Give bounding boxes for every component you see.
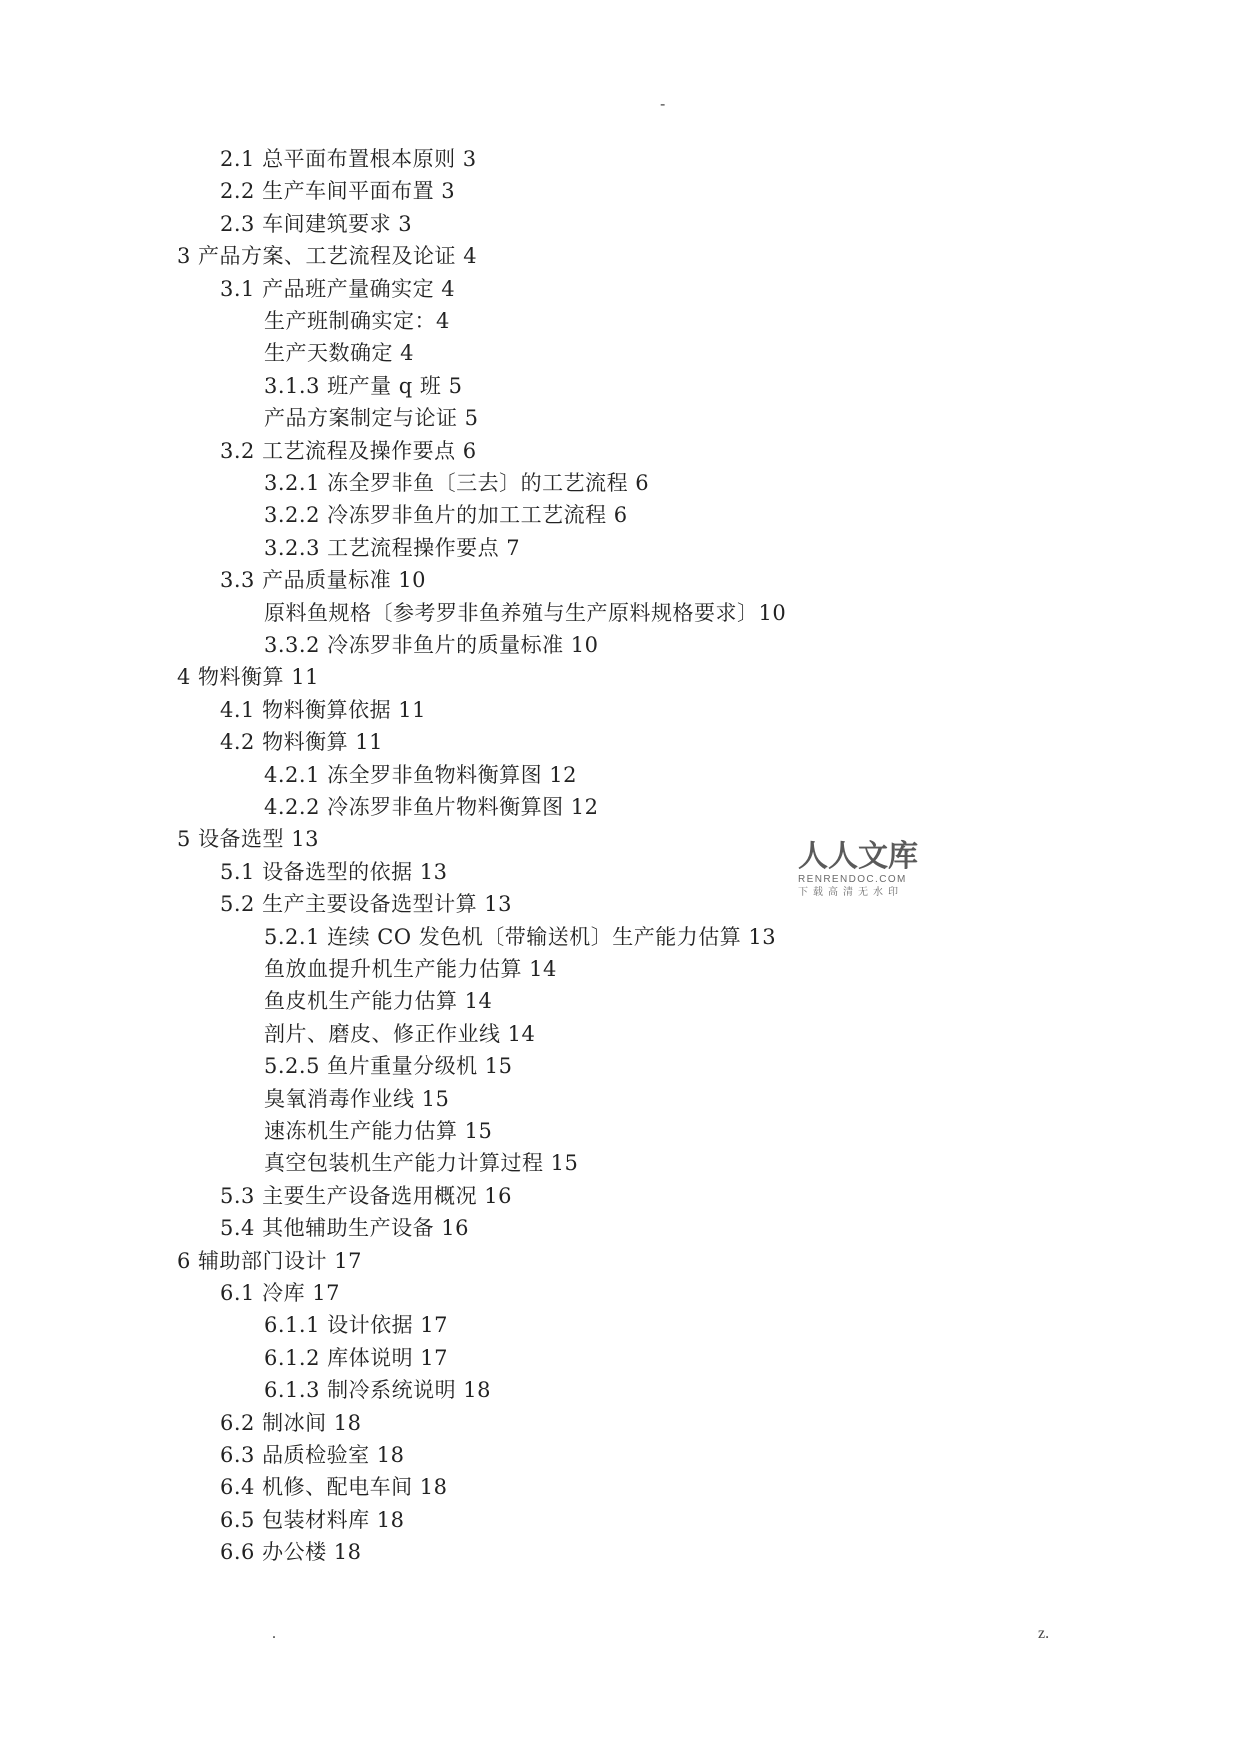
toc-entry: 4.2.2 冷冻罗非鱼片物料衡算图 12 (264, 795, 599, 819)
toc-entry: 生产班制确实定：4 (264, 309, 450, 333)
toc-entry: 3.3 产品质量标准 10 (220, 568, 426, 593)
toc-entry: 3.2.2 冷冻罗非鱼片的加工工艺流程 6 (264, 503, 628, 528)
toc-entry: 6.1 冷库 17 (220, 1281, 340, 1305)
toc-entry: 生产天数确定 4 (264, 341, 415, 366)
toc-entry: 2.2 生产车间平面布置 3 (220, 179, 456, 204)
page-footer-left: . (272, 1625, 276, 1642)
toc-entry: 6 辅助部门设计 17 (177, 1248, 362, 1273)
toc-entry: 4 物料衡算 11 (177, 665, 319, 690)
watermark-title: 人人文库 (798, 839, 918, 874)
toc-entry: 产品方案制定与论证 5 (264, 406, 479, 431)
toc-entry: 速冻机生产能力估算 15 (264, 1119, 493, 1143)
toc-entry: 2.3 车间建筑要求 3 (220, 211, 413, 236)
toc-entry: 5.4 其他辅助生产设备 16 (220, 1216, 469, 1241)
toc-entry: 4.2.1 冻全罗非鱼物料衡算图 12 (264, 762, 578, 787)
toc-entry: 4.1 物料衡算依据 11 (220, 697, 426, 722)
toc-entry: 鱼放血提升机生产能力估算 14 (264, 957, 557, 981)
toc-entry: 3.2.3 工艺流程操作要点 7 (264, 535, 521, 560)
toc-entry: 6.2 制冰间 18 (220, 1410, 362, 1435)
toc-entry: 5.2 生产主要设备选型计算 13 (220, 892, 512, 917)
toc-entry: 真空包装机生产能力计算过程 15 (264, 1151, 579, 1176)
toc-entry: 5.1 设备选型的依据 13 (220, 859, 448, 884)
toc-entry: 6.6 办公楼 18 (220, 1540, 362, 1565)
toc-entry: 3 产品方案、工艺流程及论证 4 (177, 244, 478, 269)
toc-entry: 原料鱼规格〔参考罗非鱼养殖与生产原料规格要求〕10 (264, 600, 787, 625)
toc-entry: 2.1 总平面布置根本原则 3 (220, 147, 477, 171)
toc-entry: 5 设备选型 13 (177, 827, 319, 852)
toc-entry: 3.2 工艺流程及操作要点 6 (220, 438, 477, 463)
toc-entry: 剖片、磨皮、修正作业线 14 (264, 1021, 536, 1046)
toc-entry: 6.1.3 制冷系统说明 18 (264, 1378, 492, 1403)
watermark-domain: RENRENDOC.COM (798, 874, 907, 885)
toc-entry: 3.1 产品班产量确实定 4 (220, 276, 456, 301)
page-header-mark: - (660, 96, 666, 113)
toc-entry: 6.1.1 设计依据 17 (264, 1313, 449, 1338)
toc-entry: 3.1.3 班产量 q 班 5 (264, 373, 463, 398)
toc-entry: 4.2 物料衡算 11 (220, 730, 383, 755)
toc-entry: 6.1.2 库体说明 17 (264, 1345, 449, 1370)
toc-entry: 鱼皮机生产能力估算 14 (264, 989, 493, 1014)
toc-entry: 6.3 品质检验室 18 (220, 1443, 405, 1467)
toc-entry: 臭氧消毒作业线 15 (264, 1086, 450, 1111)
toc-entry: 5.2.1 连续 CO 发色机〔带输送机〕生产能力估算 13 (264, 924, 777, 949)
toc-entry: 5.2.5 鱼片重量分级机 15 (264, 1054, 513, 1079)
toc-entry: 3.2.1 冻全罗非鱼〔三去〕的工艺流程 6 (264, 471, 650, 495)
toc-entry: 5.3 主要生产设备选用概况 16 (220, 1183, 512, 1208)
watermark-logo (798, 840, 948, 899)
watermark-tagline: 下载高清无水印 (798, 887, 903, 898)
toc-entry: 6.5 包装材料库 18 (220, 1507, 405, 1532)
toc-entry: 3.3.2 冷冻罗非鱼片的质量标准 10 (264, 633, 599, 657)
toc-entry: 6.4 机修、配电车间 18 (220, 1475, 448, 1500)
page-footer-right: z. (1038, 1625, 1050, 1642)
